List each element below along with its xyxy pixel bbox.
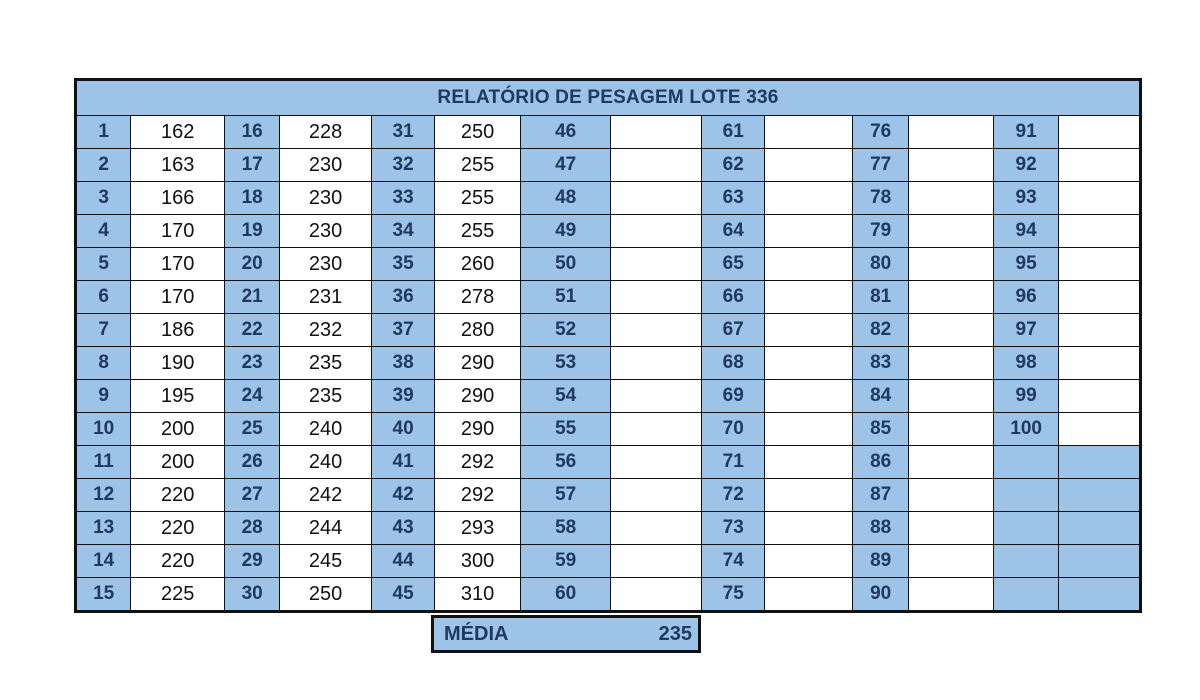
- weight-value: 228: [280, 116, 372, 149]
- weight-value: [611, 512, 702, 545]
- weight-value: [1059, 479, 1141, 512]
- item-number: 27: [224, 479, 279, 512]
- item-number: 58: [520, 512, 611, 545]
- weight-value: 290: [435, 347, 521, 380]
- item-number: 54: [520, 380, 611, 413]
- weight-value: [909, 446, 994, 479]
- item-number: 71: [702, 446, 765, 479]
- item-number: 65: [702, 248, 765, 281]
- weight-value: 230: [280, 182, 372, 215]
- weight-value: [1059, 512, 1141, 545]
- item-number: 98: [993, 347, 1058, 380]
- weight-value: [765, 248, 853, 281]
- weight-value: 200: [131, 413, 225, 446]
- weight-value: 310: [435, 578, 521, 612]
- weight-value: [611, 116, 702, 149]
- item-number: 64: [702, 215, 765, 248]
- weight-value: 278: [435, 281, 521, 314]
- item-number: 1: [76, 116, 131, 149]
- weight-value: [765, 512, 853, 545]
- weight-value: 230: [280, 149, 372, 182]
- item-number: 49: [520, 215, 611, 248]
- item-number: 3: [76, 182, 131, 215]
- table-row: [76, 281, 1141, 314]
- item-number: 89: [852, 545, 908, 578]
- item-number: 8: [76, 347, 131, 380]
- average-label: MÉDIA: [444, 622, 509, 645]
- item-number: 38: [371, 347, 434, 380]
- item-number: 20: [224, 248, 279, 281]
- item-number: 15: [76, 578, 131, 612]
- item-number: 33: [371, 182, 434, 215]
- item-number: 2: [76, 149, 131, 182]
- weight-value: [765, 116, 853, 149]
- weight-value: [1059, 149, 1141, 182]
- title-row: [76, 80, 1141, 116]
- weight-value: [1059, 248, 1141, 281]
- weight-value: [909, 347, 994, 380]
- item-number: 34: [371, 215, 434, 248]
- item-number: 81: [852, 281, 908, 314]
- weight-value: [765, 413, 853, 446]
- weight-value: [765, 314, 853, 347]
- item-number: 60: [520, 578, 611, 612]
- weight-value: 260: [435, 248, 521, 281]
- item-number: 72: [702, 479, 765, 512]
- weight-value: 255: [435, 215, 521, 248]
- weight-value: [1059, 314, 1141, 347]
- weight-value: [611, 446, 702, 479]
- weight-value: [1059, 545, 1141, 578]
- weight-value: [765, 578, 853, 612]
- table-row: [76, 248, 1141, 281]
- weight-value: [909, 149, 994, 182]
- item-number: [993, 545, 1058, 578]
- weight-value: [611, 149, 702, 182]
- item-number: 18: [224, 182, 279, 215]
- item-number: 51: [520, 281, 611, 314]
- item-number: [993, 446, 1058, 479]
- item-number: 25: [224, 413, 279, 446]
- average-value: 235: [658, 622, 692, 645]
- weight-value: 255: [435, 182, 521, 215]
- item-number: 83: [852, 347, 908, 380]
- item-number: 100: [993, 413, 1058, 446]
- weight-value: [909, 512, 994, 545]
- weight-value: 186: [131, 314, 225, 347]
- weight-value: [765, 215, 853, 248]
- weight-value: [909, 182, 994, 215]
- weight-value: 232: [280, 314, 372, 347]
- item-number: 67: [702, 314, 765, 347]
- weight-value: [765, 347, 853, 380]
- item-number: 44: [371, 545, 434, 578]
- weight-value: 292: [435, 446, 521, 479]
- weight-value: [1059, 182, 1141, 215]
- item-number: 14: [76, 545, 131, 578]
- item-number: 35: [371, 248, 434, 281]
- weight-value: 162: [131, 116, 225, 149]
- weight-value: [909, 413, 994, 446]
- weight-value: [611, 182, 702, 215]
- weight-value: [1059, 281, 1141, 314]
- weight-value: 230: [280, 248, 372, 281]
- item-number: 59: [520, 545, 611, 578]
- weight-value: 292: [435, 479, 521, 512]
- item-number: 87: [852, 479, 908, 512]
- weight-value: [909, 116, 994, 149]
- weight-value: [611, 413, 702, 446]
- item-number: 84: [852, 380, 908, 413]
- item-number: 5: [76, 248, 131, 281]
- item-number: [993, 578, 1058, 612]
- item-number: 79: [852, 215, 908, 248]
- item-number: 97: [993, 314, 1058, 347]
- table-row: [76, 512, 1141, 545]
- weight-value: 230: [280, 215, 372, 248]
- item-number: 53: [520, 347, 611, 380]
- item-number: 11: [76, 446, 131, 479]
- item-number: 88: [852, 512, 908, 545]
- item-number: 69: [702, 380, 765, 413]
- weight-value: 163: [131, 149, 225, 182]
- weight-value: [765, 479, 853, 512]
- item-number: 95: [993, 248, 1058, 281]
- item-number: 46: [520, 116, 611, 149]
- item-number: 41: [371, 446, 434, 479]
- weight-value: [1059, 380, 1141, 413]
- weight-value: 242: [280, 479, 372, 512]
- weight-value: [765, 545, 853, 578]
- item-number: 28: [224, 512, 279, 545]
- weight-value: [611, 248, 702, 281]
- weight-value: 235: [280, 380, 372, 413]
- item-number: 73: [702, 512, 765, 545]
- weight-value: [1059, 116, 1141, 149]
- weight-value: [1059, 347, 1141, 380]
- weight-value: 255: [435, 149, 521, 182]
- item-number: 32: [371, 149, 434, 182]
- item-number: 45: [371, 578, 434, 612]
- weight-value: 244: [280, 512, 372, 545]
- item-number: 90: [852, 578, 908, 612]
- item-number: 47: [520, 149, 611, 182]
- item-number: 92: [993, 149, 1058, 182]
- weight-value: [909, 248, 994, 281]
- weight-value: [611, 380, 702, 413]
- table-row: [76, 116, 1141, 149]
- item-number: 39: [371, 380, 434, 413]
- item-number: 93: [993, 182, 1058, 215]
- item-number: 75: [702, 578, 765, 612]
- item-number: 70: [702, 413, 765, 446]
- item-number: 40: [371, 413, 434, 446]
- weight-value: 170: [131, 281, 225, 314]
- weight-value: 166: [131, 182, 225, 215]
- weight-value: [765, 380, 853, 413]
- weight-value: [1059, 413, 1141, 446]
- weight-value: [611, 578, 702, 612]
- item-number: 77: [852, 149, 908, 182]
- item-number: 17: [224, 149, 279, 182]
- table-row: [76, 347, 1141, 380]
- item-number: 48: [520, 182, 611, 215]
- weight-value: [611, 479, 702, 512]
- table-row: [76, 380, 1141, 413]
- weight-value: 290: [435, 380, 521, 413]
- weight-value: [765, 149, 853, 182]
- item-number: 68: [702, 347, 765, 380]
- weight-value: 220: [131, 512, 225, 545]
- item-number: 4: [76, 215, 131, 248]
- item-number: 29: [224, 545, 279, 578]
- weight-value: 231: [280, 281, 372, 314]
- item-number: 9: [76, 380, 131, 413]
- weight-value: [909, 545, 994, 578]
- weight-value: 220: [131, 545, 225, 578]
- weight-value: 220: [131, 479, 225, 512]
- item-number: 91: [993, 116, 1058, 149]
- item-number: 21: [224, 281, 279, 314]
- weighing-report-table: [74, 78, 1142, 613]
- weight-value: 235: [280, 347, 372, 380]
- item-number: 78: [852, 182, 908, 215]
- item-number: 80: [852, 248, 908, 281]
- item-number: 62: [702, 149, 765, 182]
- average-box: [431, 615, 701, 653]
- table-row: [76, 215, 1141, 248]
- item-number: 56: [520, 446, 611, 479]
- item-number: 43: [371, 512, 434, 545]
- item-number: 13: [76, 512, 131, 545]
- weight-value: [909, 479, 994, 512]
- weight-value: [765, 281, 853, 314]
- item-number: 50: [520, 248, 611, 281]
- item-number: 61: [702, 116, 765, 149]
- weight-value: [909, 281, 994, 314]
- item-number: 52: [520, 314, 611, 347]
- item-number: 26: [224, 446, 279, 479]
- weight-value: [611, 281, 702, 314]
- report-title: RELATÓRIO DE PESAGEM LOTE 336: [76, 80, 1141, 116]
- table-row: [76, 578, 1141, 612]
- item-number: 99: [993, 380, 1058, 413]
- item-number: [993, 479, 1058, 512]
- weight-value: 170: [131, 248, 225, 281]
- item-number: 57: [520, 479, 611, 512]
- item-number: 66: [702, 281, 765, 314]
- weight-value: 190: [131, 347, 225, 380]
- item-number: 12: [76, 479, 131, 512]
- weight-value: 250: [435, 116, 521, 149]
- item-number: 76: [852, 116, 908, 149]
- table-row: [76, 182, 1141, 215]
- weight-value: [1059, 446, 1141, 479]
- table-row: [76, 413, 1141, 446]
- weight-value: [611, 545, 702, 578]
- table-row: [76, 446, 1141, 479]
- weight-value: 280: [435, 314, 521, 347]
- item-number: 63: [702, 182, 765, 215]
- weight-value: [765, 446, 853, 479]
- item-number: 6: [76, 281, 131, 314]
- item-number: 37: [371, 314, 434, 347]
- item-number: 36: [371, 281, 434, 314]
- item-number: [993, 512, 1058, 545]
- weight-value: 240: [280, 413, 372, 446]
- weight-value: 240: [280, 446, 372, 479]
- weight-value: 200: [131, 446, 225, 479]
- weight-value: [611, 215, 702, 248]
- item-number: 10: [76, 413, 131, 446]
- item-number: 31: [371, 116, 434, 149]
- item-number: 82: [852, 314, 908, 347]
- weight-value: [1059, 215, 1141, 248]
- weight-value: 195: [131, 380, 225, 413]
- weight-value: [909, 380, 994, 413]
- weight-value: 300: [435, 545, 521, 578]
- item-number: 19: [224, 215, 279, 248]
- weight-value: [611, 314, 702, 347]
- weight-value: 290: [435, 413, 521, 446]
- item-number: 74: [702, 545, 765, 578]
- weight-value: 245: [280, 545, 372, 578]
- weight-value: [909, 215, 994, 248]
- item-number: 42: [371, 479, 434, 512]
- weight-value: 170: [131, 215, 225, 248]
- item-number: 94: [993, 215, 1058, 248]
- weight-value: 250: [280, 578, 372, 612]
- item-number: 55: [520, 413, 611, 446]
- item-number: 30: [224, 578, 279, 612]
- item-number: 85: [852, 413, 908, 446]
- weight-value: 225: [131, 578, 225, 612]
- table-row: [76, 479, 1141, 512]
- table-row: [76, 149, 1141, 182]
- weight-value: [765, 182, 853, 215]
- weight-value: [1059, 578, 1141, 612]
- item-number: 24: [224, 380, 279, 413]
- table-row: [76, 314, 1141, 347]
- item-number: 96: [993, 281, 1058, 314]
- weight-value: 293: [435, 512, 521, 545]
- table-row: [76, 545, 1141, 578]
- item-number: 7: [76, 314, 131, 347]
- weight-value: [909, 578, 994, 612]
- item-number: 16: [224, 116, 279, 149]
- item-number: 23: [224, 347, 279, 380]
- weight-value: [611, 347, 702, 380]
- item-number: 22: [224, 314, 279, 347]
- item-number: 86: [852, 446, 908, 479]
- weight-value: [909, 314, 994, 347]
